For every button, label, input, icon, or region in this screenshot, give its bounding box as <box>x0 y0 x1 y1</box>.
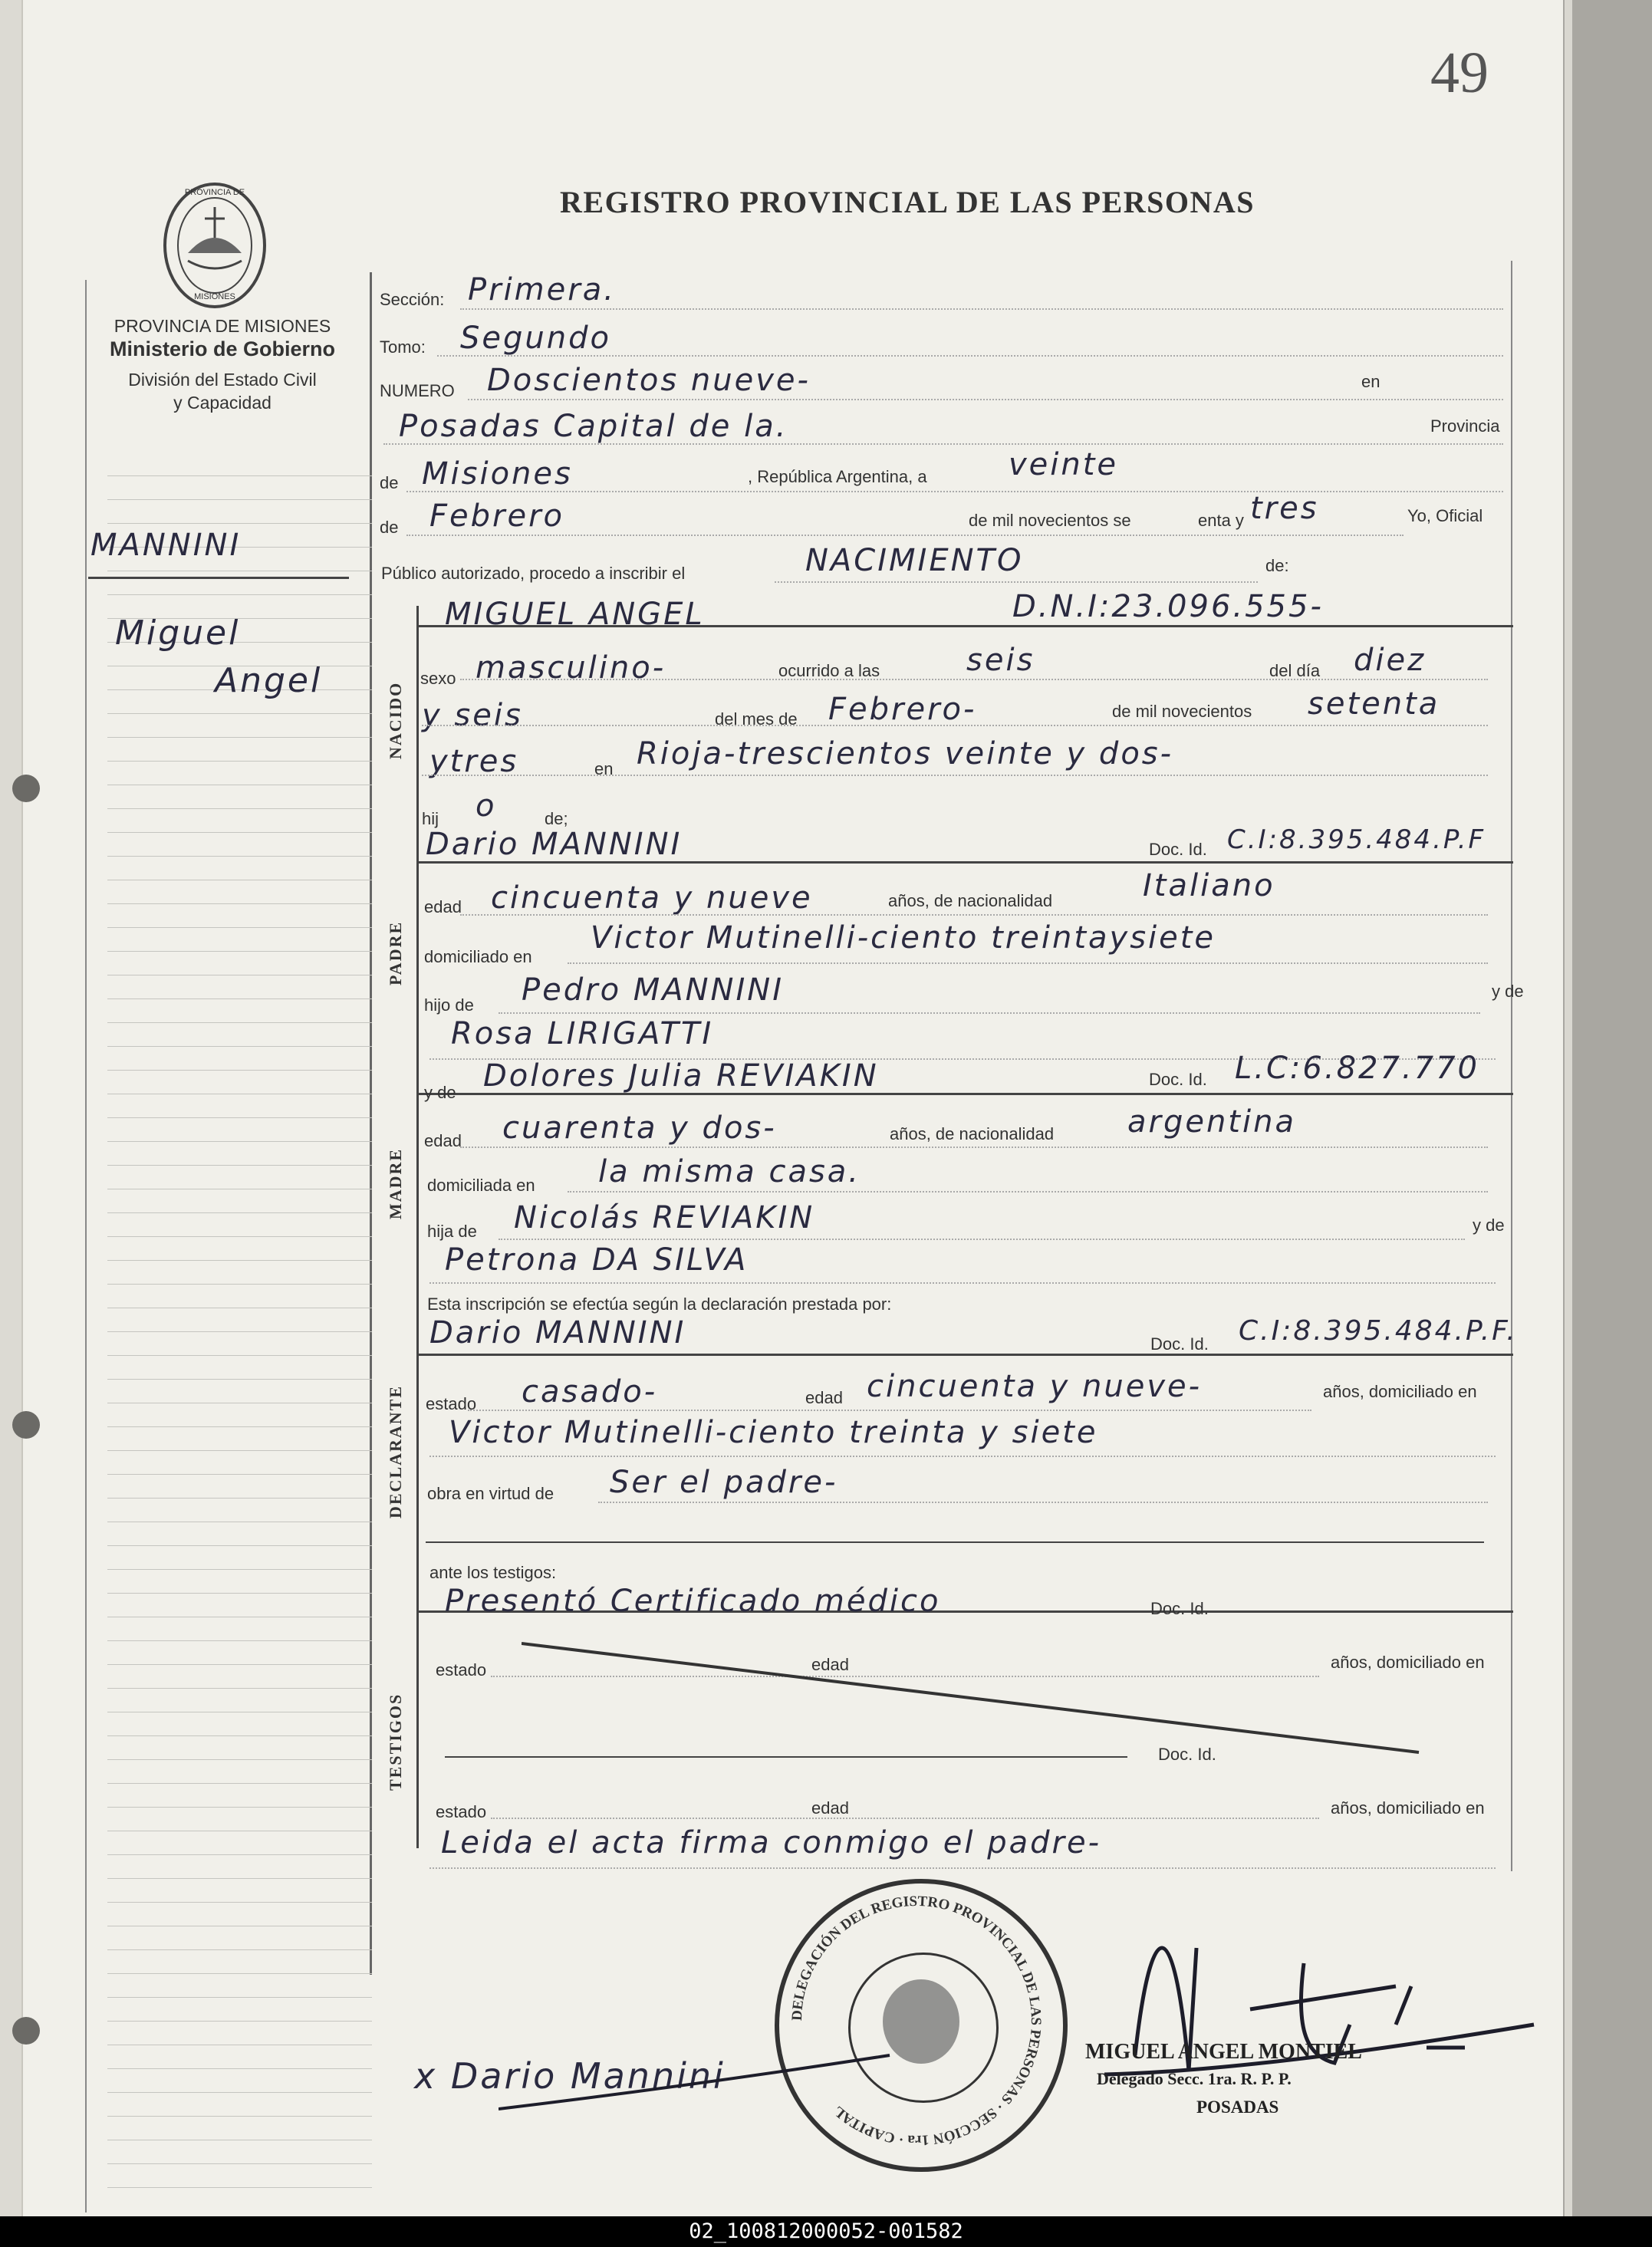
section-declarante: DECLARANTE <box>386 1384 405 1518</box>
value-madre-domicilio: la misma casa. <box>598 1154 861 1189</box>
label-ante: ante los testigos: <box>429 1563 557 1582</box>
margin-ruled-line <box>107 1664 372 1665</box>
value-padre-doc: C.I:8.395.484.P.F <box>1227 824 1486 855</box>
label-tomo: Tomo: <box>380 337 426 357</box>
official-name: MIGUEL ANGEL MONTIEL <box>1085 2040 1362 2064</box>
label-doc-padre: Doc. Id. <box>1149 840 1207 859</box>
declarante-signature: x Dario Mannini <box>414 2055 726 2097</box>
value-madre-edad: cuarenta y dos- <box>502 1110 777 1146</box>
margin-ruled-line <box>107 951 372 952</box>
label-numero: NUMERO <box>380 381 455 400</box>
left-column-border <box>85 280 87 2212</box>
label-estado-t1: estado <box>436 1660 487 1679</box>
section-nacido: NACIDO <box>386 681 405 759</box>
margin-ruled-line <box>107 1902 372 1903</box>
dotline <box>437 355 1503 357</box>
margin-ruled-line <box>107 1022 372 1023</box>
label-provincia: Provincia <box>1430 416 1500 436</box>
value-dni: D.N.I:23.096.555- <box>1012 589 1324 624</box>
value-padre-nacionalidad: Italiano <box>1143 868 1275 903</box>
label-de-mil-2: de mil novecientos <box>1112 702 1252 721</box>
provincial-seal-icon <box>157 176 272 314</box>
label-anios-nac-padre: años, de nacionalidad <box>888 891 1053 910</box>
margin-ruled-line <box>107 713 372 714</box>
margin-ruled-line <box>107 2021 372 2022</box>
value-numero: Doscientos nueve- <box>487 363 811 398</box>
margin-ruled-line <box>107 523 372 524</box>
label-y-de-padre: y de <box>1492 982 1524 1001</box>
dotline <box>422 725 1488 726</box>
value-dia: veinte <box>1009 447 1119 482</box>
label-del-dia: del día <box>1269 661 1321 680</box>
label-inscripcion: Esta inscripción se efectúa según la declaración prestada por: <box>427 1295 892 1314</box>
label-doc-testigo-2: Doc. Id. <box>1158 1745 1216 1764</box>
label-estado-declarante: estado <box>426 1394 477 1413</box>
margin-given-1: Miguel <box>115 614 241 653</box>
margin-ruled-line <box>107 1379 372 1380</box>
margin-ruled-line <box>107 1141 372 1142</box>
dotline <box>598 1502 1488 1503</box>
margin-ruled-line <box>107 2163 372 2164</box>
value-declarante-virtud: Ser el padre- <box>610 1465 838 1500</box>
dotline <box>775 581 1258 583</box>
margin-ruled-line <box>107 499 372 500</box>
dotline <box>468 399 1503 400</box>
value-anio: tres <box>1250 491 1319 526</box>
label-anios-nac-madre: años, de nacionalidad <box>890 1124 1055 1143</box>
dotline <box>568 1191 1488 1193</box>
official-role: Delegado Secc. 1ra. R. P. P. <box>1097 2069 1292 2088</box>
margin-ruled-line <box>107 808 372 809</box>
margin-ruled-line <box>107 1331 372 1332</box>
label-hija-de: hija de <box>427 1222 477 1241</box>
signature-flourish <box>499 2040 897 2124</box>
margin-ruled-line <box>107 1498 372 1499</box>
label-y-de-madre: y de <box>424 1083 456 1102</box>
value-provincia: Misiones <box>422 456 573 492</box>
margin-underline <box>88 577 349 579</box>
value-madre-nombre: Dolores Julia REVIAKIN <box>483 1058 879 1094</box>
margin-ruled-line <box>107 1284 372 1285</box>
value-sexo: masculino- <box>476 650 666 686</box>
label-domiciliado-padre: domiciliado en <box>424 947 532 966</box>
value-tomo: Segundo <box>460 321 611 356</box>
value-padre-madre: Rosa LIRIGATTI <box>451 1016 714 1051</box>
label-edad-t1: edad <box>811 1655 849 1674</box>
value-dia-nac-2: y seis <box>422 698 523 733</box>
dotline <box>499 1012 1480 1014</box>
binder-hole <box>12 2017 40 2045</box>
label-estado-t2: estado <box>436 1802 487 1821</box>
rule-testigo-1 <box>445 1756 1127 1758</box>
dotline <box>383 443 1503 445</box>
margin-ruled-line <box>107 1688 372 1689</box>
margin-ruled-line <box>107 1997 372 1998</box>
dotline <box>429 1456 1496 1457</box>
dotline <box>406 491 1503 492</box>
margin-ruled-line <box>107 1474 372 1475</box>
margin-ruled-line <box>107 927 372 928</box>
binder-hole <box>12 775 40 802</box>
label-de-mil-1: de mil novecientos se <box>969 511 1131 530</box>
margin-ruled-line <box>107 998 372 999</box>
margin-ruled-line <box>107 1640 372 1641</box>
page-number: 49 <box>1430 41 1489 105</box>
margin-ruled-line <box>107 2187 372 2188</box>
issuer-division: División del Estado Civil <box>128 370 317 390</box>
page-edge <box>1563 0 1652 2216</box>
margin-ruled-line <box>107 1593 372 1594</box>
rule-declarante-top <box>416 1354 1513 1356</box>
label-obra: obra en virtud de <box>427 1484 555 1503</box>
dotline <box>429 1867 1496 1869</box>
seal-top-text: PROVINCIA DE <box>184 188 245 197</box>
label-republica: , República Argentina, a <box>748 467 927 486</box>
dotline <box>460 679 1488 680</box>
margin-ruled-line <box>107 1545 372 1546</box>
margin-given-2: Angel <box>215 661 323 700</box>
margin-ruled-line <box>107 761 372 762</box>
value-lectura: Leida el acta firma conmigo el padre- <box>441 1825 1101 1860</box>
page-edge-highlight <box>1565 0 1572 2216</box>
value-mes-nac: Febrero- <box>828 692 977 727</box>
margin-ruled-line <box>107 1070 372 1071</box>
rule-declarante-bottom <box>426 1541 1484 1543</box>
section-padre: PADRE <box>386 920 405 985</box>
margin-ruled-line <box>107 1426 372 1427</box>
dotline <box>460 1147 1488 1148</box>
margin-ruled-line <box>107 1854 372 1855</box>
issuer-province: PROVINCIA DE MISIONES <box>114 316 331 336</box>
margin-ruled-line <box>107 475 372 476</box>
label-del-mes: del mes de <box>715 709 798 729</box>
label-edad-madre: edad <box>424 1131 462 1150</box>
value-declarante-estado: casado- <box>522 1374 658 1410</box>
label-anios-dom-declarante: años, domiciliado en <box>1323 1382 1477 1401</box>
value-madre-padre: Nicolás REVIAKIN <box>514 1200 815 1235</box>
official-stamp <box>775 1879 1068 2172</box>
margin-ruled-line <box>107 1973 372 1974</box>
margin-ruled-line <box>107 1807 372 1808</box>
label-de-mil-1b: enta y <box>1198 511 1244 530</box>
rule-doc-testigo-1 <box>1223 1610 1499 1612</box>
margin-ruled-line <box>107 1759 372 1760</box>
issuer-capacity: y Capacidad <box>173 393 271 413</box>
value-padre-domicilio: Victor Mutinelli-ciento treintaysiete <box>591 920 1216 956</box>
margin-ruled-line <box>107 2116 372 2117</box>
margin-ruled-line <box>107 594 372 595</box>
value-madre-nacionalidad: argentina <box>1127 1104 1296 1140</box>
value-padre-edad: cincuenta y nueve <box>491 880 813 916</box>
margin-ruled-line <box>107 1165 372 1166</box>
dotline <box>406 535 1404 536</box>
margin-ruled-line <box>107 1569 372 1570</box>
value-madre-doc: L.C:6.827.770 <box>1235 1051 1479 1086</box>
label-de-mes: de <box>380 518 399 537</box>
label-edad-padre: edad <box>424 897 462 916</box>
value-acto: NACIMIENTO <box>805 543 1024 578</box>
label-en: en <box>1361 372 1381 391</box>
value-anio-nac-2: ytres <box>429 744 519 779</box>
margin-ruled-line <box>107 2068 372 2069</box>
label-doc-testigo-1: Doc. Id. <box>1150 1599 1209 1618</box>
strike-line <box>522 1637 1427 1760</box>
dotline <box>468 1410 1311 1411</box>
margin-ruled-line <box>107 856 372 857</box>
dotline <box>429 1282 1496 1284</box>
margin-ruled-line <box>107 1949 372 1950</box>
label-anios-t1: años, domiciliado en <box>1331 1653 1485 1672</box>
label-edad-t2: edad <box>811 1798 849 1818</box>
dotline <box>460 914 1488 916</box>
frame-left-rule <box>416 606 419 1848</box>
value-hora: seis <box>966 643 1035 678</box>
margin-ruled-line <box>107 903 372 904</box>
margin-ruled-line <box>107 832 372 833</box>
dotline <box>499 1239 1465 1240</box>
margin-ruled-line <box>107 1783 372 1784</box>
dotline <box>460 308 1503 310</box>
margin-ruled-line <box>107 1355 372 1356</box>
stamp-text: DELEGACIÓN DEL REGISTRO PROVINCIAL DE LAS PERSONAS · SECCIÓN 1ra · CAPITAL <box>788 1893 1045 2149</box>
margin-ruled-line <box>107 737 372 738</box>
label-en-domicilio: en <box>594 759 614 778</box>
label-hij: hij <box>422 809 439 828</box>
label-hijo-de: hijo de <box>424 995 474 1015</box>
value-testigos-nota: Presentó Certificado médico <box>445 1584 941 1619</box>
label-publico: Público autorizado, procedo a inscribir el <box>381 564 686 583</box>
margin-ruled-line <box>107 2092 372 2093</box>
value-lugar: Posadas Capital de la. <box>399 409 788 444</box>
margin-ruled-line <box>107 1212 372 1213</box>
value-anio-nac: setenta <box>1308 686 1440 722</box>
label-doc-declarante: Doc. Id. <box>1150 1334 1209 1354</box>
margin-ruled-line <box>107 1450 372 1451</box>
value-dia-nac: diez <box>1354 643 1427 678</box>
binder-hole <box>12 1411 40 1439</box>
seal-bottom-text: MISIONES <box>194 292 235 301</box>
margin-ruled-line <box>107 1236 372 1237</box>
value-declarante-nombre: Dario MANNINI <box>429 1315 686 1351</box>
margin-ruled-line <box>107 1046 372 1047</box>
label-yo-oficial: Yo, Oficial <box>1407 506 1483 525</box>
label-sexo: sexo <box>420 669 456 688</box>
margin-ruled-line <box>107 1260 372 1261</box>
issuer-ministry: Ministerio de Gobierno <box>109 337 336 360</box>
value-domicilio-nac: Rioja-trescientos veinte y dos- <box>637 736 1174 771</box>
value-hij-suffix: o <box>476 788 497 824</box>
value-declarante-domicilio: Victor Mutinelli-ciento treinta y siete <box>449 1415 1098 1450</box>
dotline <box>568 962 1488 964</box>
label-seccion: Sección: <box>380 290 445 309</box>
margin-surname: MANNINI <box>90 528 242 563</box>
dotline <box>491 1818 1319 1819</box>
value-padre-nombre: Dario MANNINI <box>426 827 683 862</box>
scan-filename: 02_100812000052-001582 <box>0 2216 1652 2247</box>
value-declarante-edad: cincuenta y nueve- <box>867 1369 1203 1404</box>
value-padre-padre: Pedro MANNINI <box>522 972 784 1008</box>
document-title: REGISTRO PROVINCIAL DE LAS PERSONAS <box>560 185 1255 219</box>
value-mes: Febrero <box>429 498 564 534</box>
label-domiciliada: domiciliada en <box>427 1176 535 1195</box>
value-declarante-doc: C.I:8.395.484.P.F. <box>1239 1315 1518 1347</box>
label-anios-t2: años, domiciliado en <box>1331 1798 1485 1818</box>
margin-ruled-line <box>107 1735 372 1736</box>
label-de-3: de; <box>545 809 568 828</box>
label-de-2: de: <box>1265 556 1289 575</box>
value-seccion: Primera. <box>468 272 616 308</box>
frame-right-rule <box>1511 261 1512 1871</box>
label-edad-declarante: edad <box>805 1388 843 1407</box>
margin-ruled-line <box>107 1878 372 1879</box>
left-column-divider <box>370 272 372 1975</box>
label-y-de-madre-2: y de <box>1473 1216 1505 1235</box>
official-city: POSADAS <box>1196 2097 1279 2117</box>
label-doc-madre: Doc. Id. <box>1149 1070 1207 1089</box>
value-madre-madre: Petrona DA SILVA <box>445 1242 749 1278</box>
section-madre: MADRE <box>386 1147 405 1219</box>
section-testigos: TESTIGOS <box>386 1693 405 1791</box>
label-ocurrido: ocurrido a las <box>778 661 880 680</box>
value-nombre: MIGUEL ANGEL <box>445 597 705 632</box>
label-de: de <box>380 473 399 492</box>
margin-ruled-line <box>107 1117 372 1118</box>
dotline <box>422 775 1488 776</box>
